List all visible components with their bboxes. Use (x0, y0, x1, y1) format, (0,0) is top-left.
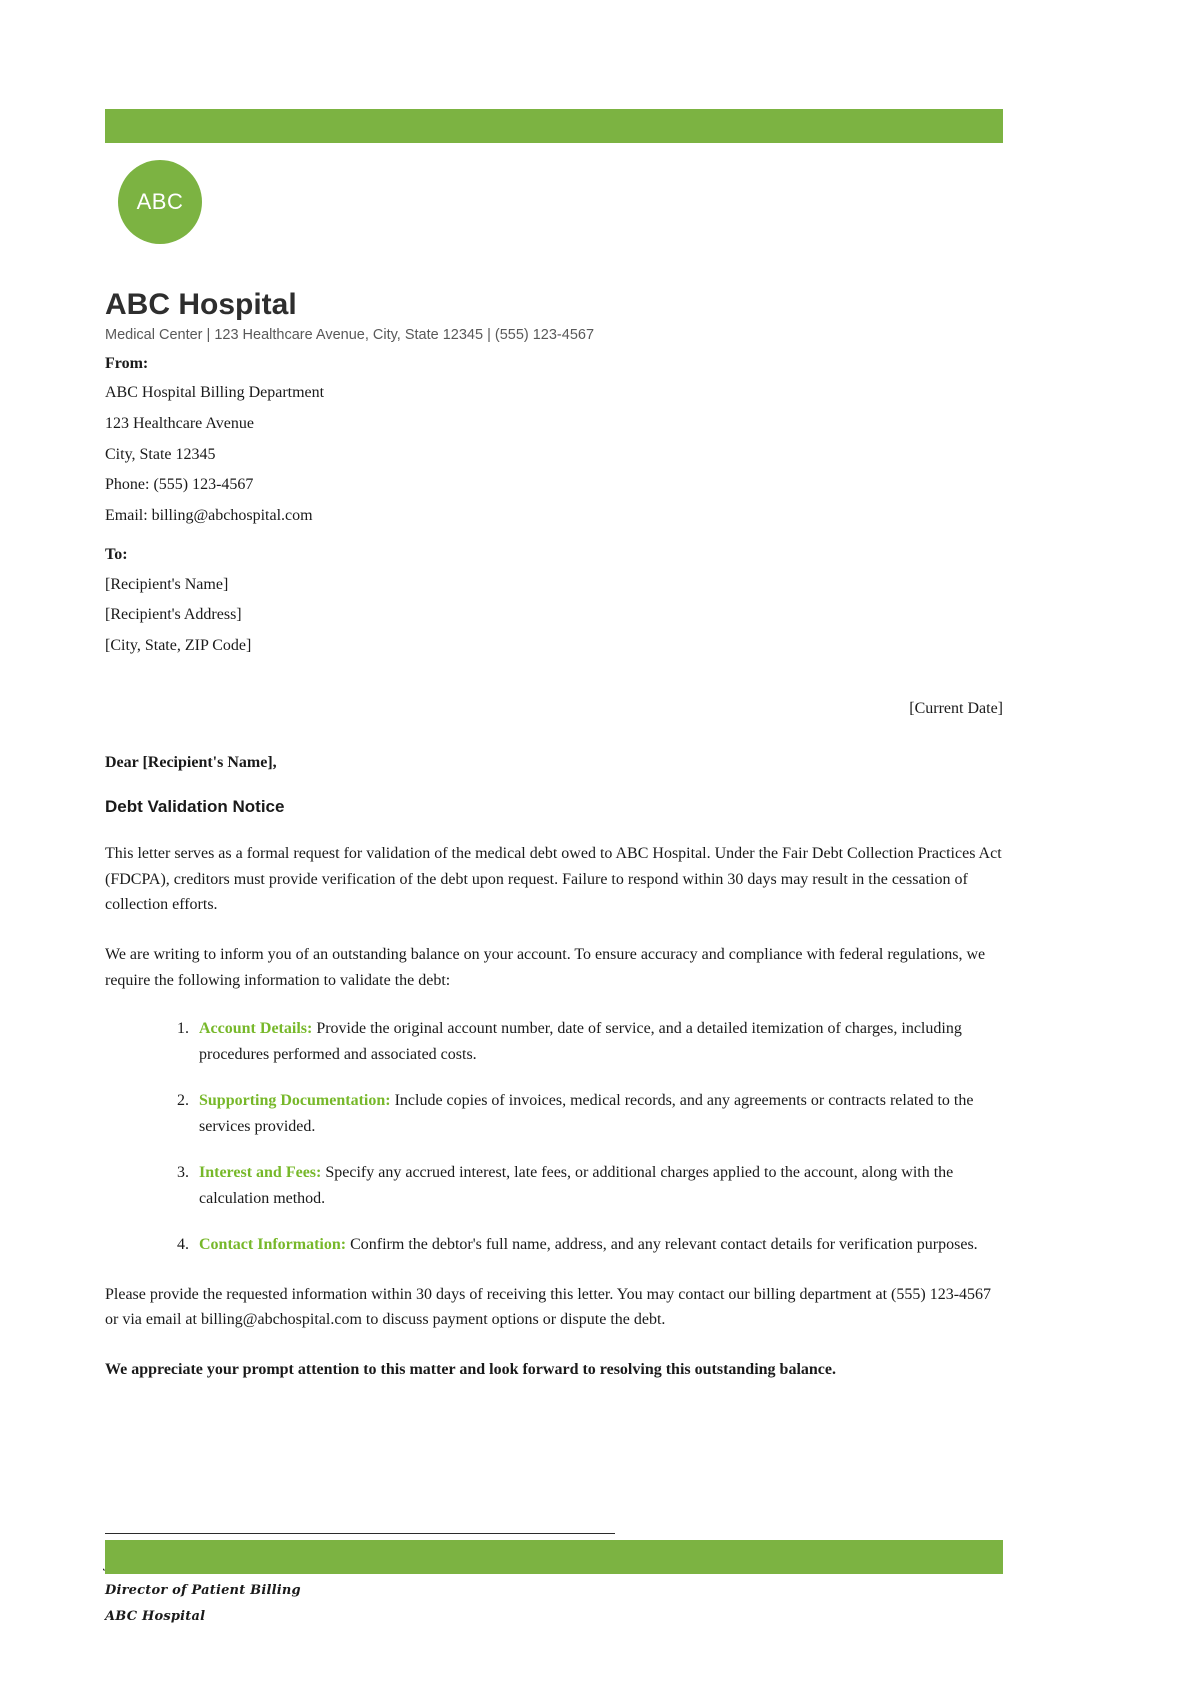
list-item (193, 1160, 1003, 1212)
header-accent-bar (105, 109, 1003, 143)
to-line: [Recipient's Name] (105, 575, 229, 593)
list-item-text: Confirm the debtor's full name, address, and any relevant contact details for verification purposes. (346, 1235, 978, 1253)
list-item-text: Specify any accrued interest, late fees, or additional charges applied to the account, along with the calculation method. (199, 1163, 954, 1207)
lead-in-paragraph: We are writing to inform you of an outstanding balance on your account. To ensure accuracy and compliance with federal regulations, we require the following information to validate the debt: (105, 946, 986, 990)
signature-rule (105, 1533, 615, 1534)
intro-paragraph: This letter serves as a formal request for validation of the medical debt owed to ABC Hospital. Under the Fair Debt Collection Practices Act (FDCPA), creditors must provide verification of the debt upon request. Failure to respond within 30 days may result in the cessation of collection efforts. (105, 844, 1002, 914)
from-line: Phone: (555) 123-4567 (105, 476, 254, 494)
closing-paragraph: Please provide the requested information within 30 days of receiving this letter. You may contact our billing department at (555) 123-4567 or via email at billing@abchospital.com to discuss payment options or dispute the debt. (105, 1285, 992, 1329)
from-line: ABC Hospital Billing Department (105, 384, 325, 402)
requirements-list (105, 1016, 1003, 1257)
subject-heading: Debt Validation Notice (105, 796, 285, 816)
letter-date: [Current Date] (909, 699, 1003, 717)
letter-content (105, 160, 1003, 1629)
logo-text: ABC (136, 189, 184, 214)
footer-accent-bar (105, 1540, 1003, 1574)
from-line: City, State 12345 (105, 445, 216, 463)
signature-organization: ABC Hospital (105, 1608, 206, 1624)
to-line: [Recipient's Address] (105, 606, 242, 624)
list-item-text: Include copies of invoices, medical records, and any agreements or contracts related to the services provided. (199, 1092, 974, 1135)
to-label: To: (105, 545, 128, 563)
list-item-label: Supporting Documentation: (199, 1092, 391, 1109)
from-label: From: (105, 354, 149, 372)
from-line: Email: billing@abchospital.com (105, 507, 313, 525)
list-item-text: Provide the original account number, date of service, and a detailed itemization of charges, including procedures performed and associated costs. (199, 1020, 962, 1064)
list-item-label: Contact Information: (199, 1235, 347, 1253)
salutation: Dear [Recipient's Name], (105, 753, 277, 771)
list-item-label: Interest and Fees: (199, 1163, 322, 1181)
list-item (193, 1016, 1003, 1068)
list-item (193, 1088, 1003, 1140)
from-address-block (105, 353, 1003, 528)
to-address-block (105, 544, 1003, 658)
list-item-label: Account Details: (199, 1020, 313, 1038)
to-line: [City, State, ZIP Code] (105, 636, 252, 654)
organization-name: ABC Hospital (105, 288, 297, 321)
list-item (193, 1232, 1003, 1258)
organization-logo (118, 160, 202, 244)
from-line: 123 Healthcare Avenue (105, 415, 254, 433)
signature-title: Director of Patient Billing (105, 1582, 301, 1598)
organization-tagline: Medical Center | 123 Healthcare Avenue, City, State 12345 | (555) 123-4567 (105, 326, 595, 343)
appreciation-paragraph: We appreciate your prompt attention to this matter and look forward to resolving this outstanding balance. (105, 1361, 836, 1379)
